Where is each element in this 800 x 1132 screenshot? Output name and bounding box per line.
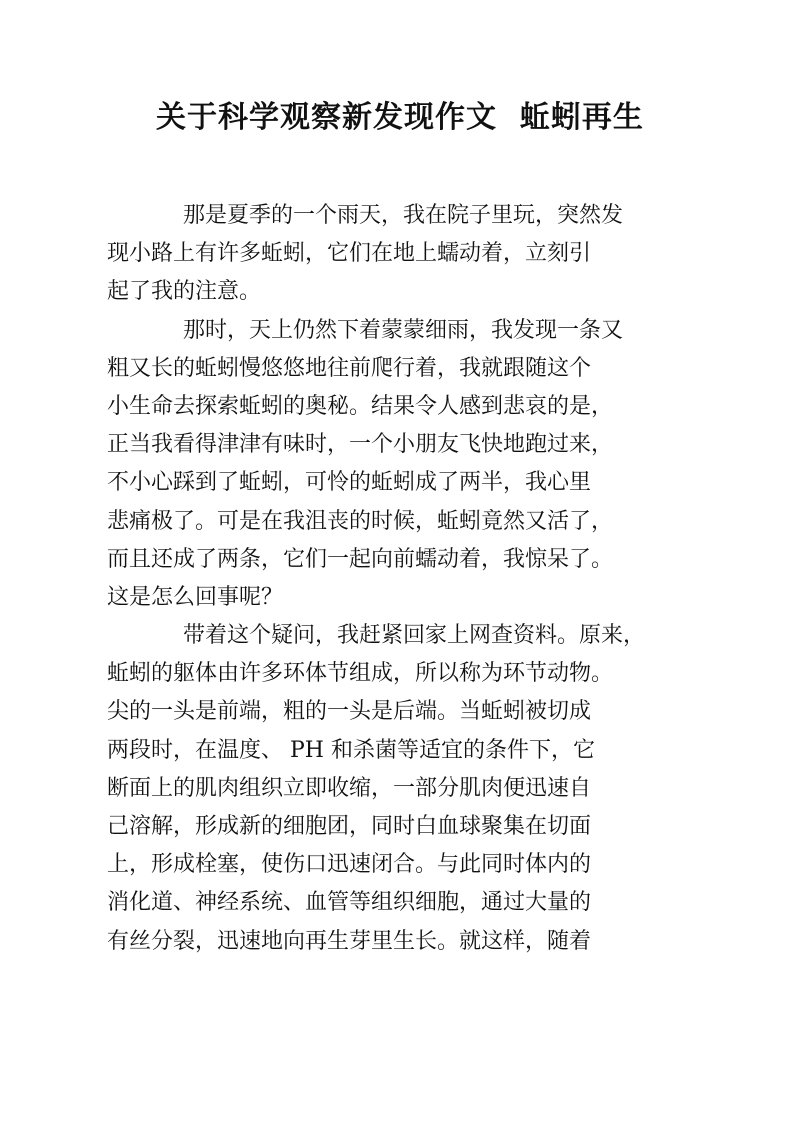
paragraph-2-line-1: 那时，天上仍然下着蒙蒙细雨，我发现一条又 bbox=[183, 317, 624, 343]
paragraph-3-line-7: 上，形成栓塞，使伤口迅速闭合。与此同时体内的 bbox=[107, 852, 592, 878]
paragraph-2-line-4: 正当我看得津津有味时，一个小朋友飞快地跑过来， bbox=[107, 432, 614, 458]
paragraph-2-line-8: 这是怎么回事呢？ bbox=[107, 584, 284, 610]
paragraph-3-line-4: 两段时，在温度、 PH 和杀菌等适宜的条件下，它 bbox=[107, 737, 595, 763]
paragraph-2-line-5: 不小心踩到了蚯蚓，可怜的蚯蚓成了两半，我心里 bbox=[107, 470, 592, 496]
paragraph-2-line-6: 悲痛极了。可是在我沮丧的时候，蚯蚓竟然又活了， bbox=[107, 508, 614, 534]
paragraph-2-line-2: 粗又长的蚯蚓慢悠悠地往前爬行着，我就跟随这个 bbox=[107, 355, 592, 381]
paragraph-1-line-2: 现小路上有许多蚯蚓，它们在地上蠕动着，立刻引 bbox=[107, 241, 592, 267]
paragraph-3-line-9: 有丝分裂，迅速地向再生芽里生长。就这样，随着 bbox=[107, 928, 592, 954]
paragraph-3-line-6: 己溶解，形成新的细胞团，同时白血球聚集在切面 bbox=[107, 814, 592, 839]
paragraph-3-line-3: 尖的一头是前端，粗的一头是后端。当蚯蚓被切成 bbox=[107, 699, 592, 725]
paragraph-3-line-5: 断面上的肌肉组织立即收缩，一部分肌肉便迅速自 bbox=[107, 775, 592, 801]
paragraph-2-line-3: 小生命去探索蚯蚓的奥秘。结果令人感到悲哀的是， bbox=[107, 393, 614, 419]
document-title: 关于科学观察新发现作文 蚯蚓再生 bbox=[156, 100, 644, 135]
paragraph-3-line-2: 蚯蚓的躯体由许多环体节组成，所以称为环节动物。 bbox=[107, 661, 614, 687]
paragraph-3-line-8: 消化道、神经系统、血管等组织细胞，通过大量的 bbox=[107, 890, 592, 916]
paragraph-2-line-7: 而且还成了两条，它们一起向前蠕动着，我惊呆了。 bbox=[107, 546, 614, 572]
paragraph-3-line-1: 带着这个疑问，我赶紧回家上网查资料。原来， bbox=[183, 623, 646, 649]
document-body bbox=[107, 197, 683, 961]
paragraph-1-line-3: 起了我的注意。 bbox=[107, 279, 262, 305]
paragraph-1-line-1: 那是夏季的一个雨天，我在院子里玩，突然发 bbox=[183, 203, 624, 228]
